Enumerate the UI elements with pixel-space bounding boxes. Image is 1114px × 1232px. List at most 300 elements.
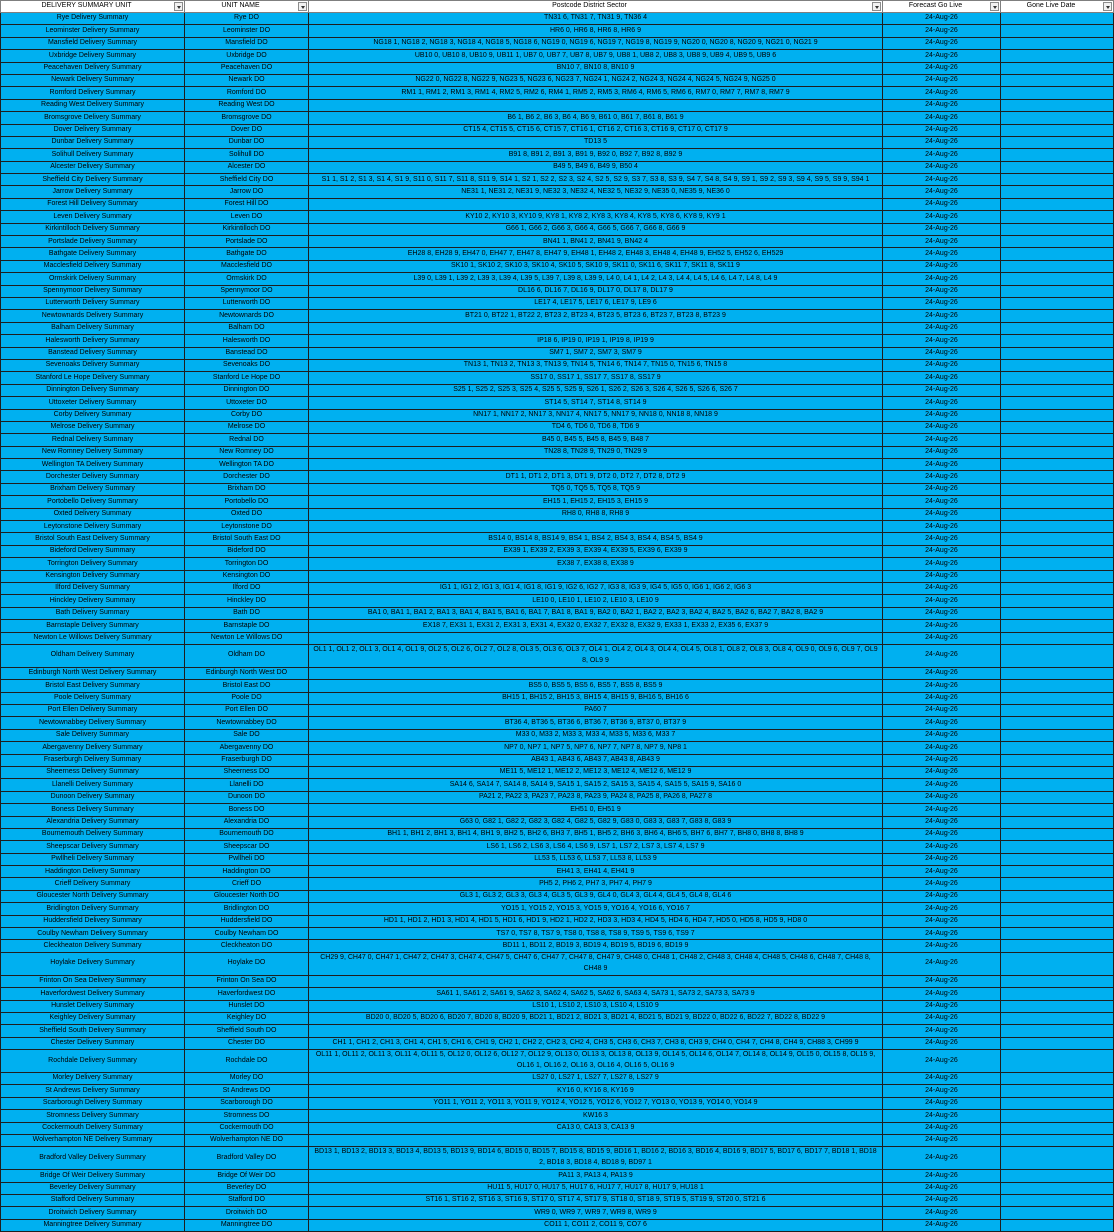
- unit-name-cell[interactable]: Edinburgh North West DO: [185, 667, 309, 679]
- forecast-go-live-cell[interactable]: 24-Aug-26: [883, 124, 1001, 136]
- forecast-go-live-cell[interactable]: 24-Aug-26: [883, 37, 1001, 49]
- summary-unit-cell[interactable]: Corby Delivery Summary: [1, 409, 185, 421]
- summary-unit-cell[interactable]: Leominster Delivery Summary: [1, 25, 185, 37]
- postcode-sectors-cell[interactable]: [309, 975, 883, 987]
- gone-live-date-cell[interactable]: [1001, 322, 1114, 334]
- forecast-go-live-cell[interactable]: 24-Aug-26: [883, 1207, 1001, 1219]
- gone-live-date-cell[interactable]: [1001, 149, 1114, 161]
- postcode-sectors-cell[interactable]: BD13 1, BD13 2, BD13 3, BD13 4, BD13 5, BD13 9, BD14 6, BD15 0, BD15 7, BD15 8, BD15 9, BD16 1, BD16 2, BD16 3, BD16 4, BD16 9, BD17 5, BD17 6, BD17 7, BD18 1, BD18 2, BD18 3, BD18 4, BD18 9, BD97 1: [309, 1147, 883, 1170]
- postcode-sectors-cell[interactable]: BH15 1, BH15 2, BH15 3, BH15 4, BH15 9, BH16 5, BH16 6: [309, 692, 883, 704]
- unit-name-cell[interactable]: Uttoxeter DO: [185, 397, 309, 409]
- summary-unit-cell[interactable]: Romford Delivery Summary: [1, 87, 185, 99]
- forecast-go-live-cell[interactable]: 24-Aug-26: [883, 558, 1001, 570]
- summary-unit-cell[interactable]: Leytonstone Delivery Summary: [1, 521, 185, 533]
- gone-live-date-cell[interactable]: [1001, 483, 1114, 495]
- postcode-sectors-cell[interactable]: TQ5 0, TQ5 5, TQ5 8, TQ5 9: [309, 483, 883, 495]
- unit-name-cell[interactable]: Rochdale DO: [185, 1050, 309, 1073]
- summary-unit-cell[interactable]: Abergavenny Delivery Summary: [1, 742, 185, 754]
- gone-live-date-cell[interactable]: [1001, 359, 1114, 371]
- postcode-sectors-cell[interactable]: LE10 0, LE10 1, LE10 2, LE10 3, LE10 9: [309, 595, 883, 607]
- summary-unit-cell[interactable]: Portslade Delivery Summary: [1, 236, 185, 248]
- forecast-go-live-cell[interactable]: 24-Aug-26: [883, 717, 1001, 729]
- forecast-go-live-cell[interactable]: 24-Aug-26: [883, 988, 1001, 1000]
- unit-name-cell[interactable]: Rednal DO: [185, 434, 309, 446]
- forecast-go-live-cell[interactable]: 24-Aug-26: [883, 545, 1001, 557]
- forecast-go-live-cell[interactable]: 24-Aug-26: [883, 1110, 1001, 1122]
- forecast-go-live-cell[interactable]: 24-Aug-26: [883, 1000, 1001, 1012]
- forecast-go-live-cell[interactable]: 24-Aug-26: [883, 273, 1001, 285]
- postcode-sectors-cell[interactable]: BN41 1, BN41 2, BN41 9, BN42 4: [309, 236, 883, 248]
- forecast-go-live-cell[interactable]: 24-Aug-26: [883, 25, 1001, 37]
- summary-unit-cell[interactable]: Poole Delivery Summary: [1, 692, 185, 704]
- postcode-sectors-cell[interactable]: SS17 0, SS17 1, SS17 7, SS17 8, SS17 9: [309, 372, 883, 384]
- unit-name-cell[interactable]: Port Ellen DO: [185, 705, 309, 717]
- postcode-sectors-cell[interactable]: S1 1, S1 2, S1 3, S1 4, S1 9, S11 0, S11 7, S11 8, S11 9, S14 1, S2 1, S2 2, S2 3, S2 4, S2 5, S2 9, S3 7, S3 8, S3 9, S4 7, S4 8, S4 9, S9 1, S9 2, S9 3, S9 4, S9 5, S9 9, S94 1: [309, 174, 883, 186]
- gone-live-date-cell[interactable]: [1001, 878, 1114, 890]
- postcode-sectors-cell[interactable]: S25 1, S25 2, S25 3, S25 4, S25 5, S25 9, S26 1, S26 2, S26 3, S26 4, S26 5, S26 6, S26 7: [309, 384, 883, 396]
- gone-live-date-cell[interactable]: [1001, 1219, 1114, 1231]
- forecast-go-live-cell[interactable]: 24-Aug-26: [883, 582, 1001, 594]
- postcode-sectors-cell[interactable]: DT1 1, DT1 2, DT1 3, DT1 9, DT2 0, DT2 7, DT2 8, DT2 9: [309, 471, 883, 483]
- postcode-sectors-cell[interactable]: PA60 7: [309, 705, 883, 717]
- gone-live-date-cell[interactable]: [1001, 1085, 1114, 1097]
- forecast-go-live-cell[interactable]: 24-Aug-26: [883, 87, 1001, 99]
- summary-unit-cell[interactable]: Llanelli Delivery Summary: [1, 779, 185, 791]
- summary-unit-cell[interactable]: Kensington Delivery Summary: [1, 570, 185, 582]
- summary-unit-cell[interactable]: Ormskirk Delivery Summary: [1, 273, 185, 285]
- forecast-go-live-cell[interactable]: 24-Aug-26: [883, 632, 1001, 644]
- gone-live-date-cell[interactable]: [1001, 384, 1114, 396]
- gone-live-date-cell[interactable]: [1001, 347, 1114, 359]
- unit-name-cell[interactable]: Llanelli DO: [185, 779, 309, 791]
- gone-live-date-cell[interactable]: [1001, 25, 1114, 37]
- summary-unit-cell[interactable]: Bournemouth Delivery Summary: [1, 828, 185, 840]
- unit-name-cell[interactable]: Mansfield DO: [185, 37, 309, 49]
- summary-unit-cell[interactable]: Rye Delivery Summary: [1, 13, 185, 25]
- summary-unit-cell[interactable]: Sheffield City Delivery Summary: [1, 174, 185, 186]
- summary-unit-cell[interactable]: Newtownards Delivery Summary: [1, 310, 185, 322]
- summary-unit-cell[interactable]: Reading West Delivery Summary: [1, 99, 185, 111]
- postcode-sectors-cell[interactable]: BD20 0, BD20 5, BD20 6, BD20 7, BD20 8, BD20 9, BD21 1, BD21 2, BD21 3, BD21 4, BD21 5, BD21 9, BD22 0, BD22 6, BD22 7, BD22 8, BD22 9: [309, 1012, 883, 1024]
- postcode-sectors-cell[interactable]: TN31 6, TN31 7, TN31 9, TN36 4: [309, 13, 883, 25]
- summary-unit-cell[interactable]: Jarrow Delivery Summary: [1, 186, 185, 198]
- gone-live-date-cell[interactable]: [1001, 446, 1114, 458]
- unit-name-cell[interactable]: Solihull DO: [185, 149, 309, 161]
- summary-unit-cell[interactable]: Fraserburgh Delivery Summary: [1, 754, 185, 766]
- unit-name-cell[interactable]: Alcester DO: [185, 161, 309, 173]
- postcode-sectors-cell[interactable]: [309, 1134, 883, 1146]
- postcode-sectors-cell[interactable]: B6 1, B6 2, B6 3, B6 4, B6 9, B61 0, B61 7, B61 8, B61 9: [309, 112, 883, 124]
- gone-live-date-cell[interactable]: [1001, 1207, 1114, 1219]
- postcode-sectors-cell[interactable]: EX39 1, EX39 2, EX39 3, EX39 4, EX39 5, EX39 6, EX39 9: [309, 545, 883, 557]
- postcode-sectors-cell[interactable]: KW16 3: [309, 1110, 883, 1122]
- postcode-sectors-cell[interactable]: ME11 5, ME12 1, ME12 2, ME12 3, ME12 4, ME12 6, ME12 9: [309, 766, 883, 778]
- postcode-sectors-cell[interactable]: DL16 6, DL16 7, DL16 9, DL17 0, DL17 8, DL17 9: [309, 285, 883, 297]
- postcode-sectors-cell[interactable]: BH1 1, BH1 2, BH1 3, BH1 4, BH1 9, BH2 5, BH2 6, BH3 7, BH5 1, BH5 2, BH6 3, BH6 4, BH6 5, BH7 6, BH7 7, BH8 0, BH8 8, BH8 9: [309, 828, 883, 840]
- summary-unit-cell[interactable]: Solihull Delivery Summary: [1, 149, 185, 161]
- unit-name-cell[interactable]: Oxted DO: [185, 508, 309, 520]
- postcode-sectors-cell[interactable]: CA13 0, CA13 3, CA13 9: [309, 1122, 883, 1134]
- postcode-sectors-cell[interactable]: [309, 459, 883, 471]
- gone-live-date-cell[interactable]: [1001, 421, 1114, 433]
- postcode-sectors-cell[interactable]: G63 0, G82 1, G82 2, G82 3, G82 4, G82 5, G82 9, G83 0, G83 3, G83 7, G83 8, G83 9: [309, 816, 883, 828]
- unit-name-cell[interactable]: Brixham DO: [185, 483, 309, 495]
- postcode-sectors-cell[interactable]: UB10 0, UB10 8, UB10 9, UB11 1, UB7 0, UB7 7, UB7 8, UB7 9, UB8 1, UB8 2, UB8 3, UB8 9, UB9 4, UB9 5, UB9 6: [309, 50, 883, 62]
- summary-unit-cell[interactable]: Frinton On Sea Delivery Summary: [1, 975, 185, 987]
- gone-live-date-cell[interactable]: [1001, 841, 1114, 853]
- gone-live-date-cell[interactable]: [1001, 779, 1114, 791]
- gone-live-date-cell[interactable]: [1001, 285, 1114, 297]
- postcode-sectors-cell[interactable]: PA11 3, PA13 4, PA13 9: [309, 1170, 883, 1182]
- postcode-sectors-cell[interactable]: EH28 8, EH28 9, EH47 0, EH47 7, EH47 8, EH47 9, EH48 1, EH48 2, EH48 3, EH48 4, EH48 9, EH52 5, EH52 6, EH529: [309, 248, 883, 260]
- gone-live-date-cell[interactable]: [1001, 335, 1114, 347]
- gone-live-date-cell[interactable]: [1001, 915, 1114, 927]
- gone-live-date-cell[interactable]: [1001, 273, 1114, 285]
- gone-live-date-cell[interactable]: [1001, 705, 1114, 717]
- postcode-sectors-cell[interactable]: BT21 0, BT22 1, BT22 2, BT23 2, BT23 4, BT23 5, BT23 6, BT23 7, BT23 8, BT23 9: [309, 310, 883, 322]
- gone-live-date-cell[interactable]: [1001, 903, 1114, 915]
- unit-name-cell[interactable]: Chester DO: [185, 1037, 309, 1049]
- summary-unit-cell[interactable]: Edinburgh North West Delivery Summary: [1, 667, 185, 679]
- col-delivery-summary-unit-header[interactable]: [1, 1, 185, 13]
- postcode-sectors-cell[interactable]: SK10 1, SK10 2, SK10 3, SK10 4, SK10 5, SK10 9, SK11 0, SK11 6, SK11 7, SK11 8, SK11 9: [309, 260, 883, 272]
- summary-unit-cell[interactable]: Dorchester Delivery Summary: [1, 471, 185, 483]
- gone-live-date-cell[interactable]: [1001, 198, 1114, 210]
- unit-name-cell[interactable]: Scarborough DO: [185, 1097, 309, 1109]
- summary-unit-cell[interactable]: Bridge Of Weir Delivery Summary: [1, 1170, 185, 1182]
- forecast-go-live-cell[interactable]: 24-Aug-26: [883, 149, 1001, 161]
- summary-unit-cell[interactable]: Alexandria Delivery Summary: [1, 816, 185, 828]
- unit-name-cell[interactable]: Beverley DO: [185, 1182, 309, 1194]
- gone-live-date-cell[interactable]: [1001, 816, 1114, 828]
- unit-name-cell[interactable]: Hoylake DO: [185, 952, 309, 975]
- postcode-sectors-cell[interactable]: KY10 2, KY10 3, KY10 9, KY8 1, KY8 2, KY8 3, KY8 4, KY8 5, KY8 6, KY8 9, KY9 1: [309, 211, 883, 223]
- forecast-go-live-cell[interactable]: 24-Aug-26: [883, 434, 1001, 446]
- col-postcode-district-sector-header[interactable]: [309, 1, 883, 13]
- summary-unit-cell[interactable]: Melrose Delivery Summary: [1, 421, 185, 433]
- forecast-go-live-cell[interactable]: 24-Aug-26: [883, 297, 1001, 309]
- forecast-go-live-cell[interactable]: 24-Aug-26: [883, 1219, 1001, 1231]
- postcode-sectors-cell[interactable]: RM1 1, RM1 2, RM1 3, RM1 4, RM2 5, RM2 6, RM4 1, RM5 2, RM5 3, RM6 4, RM6 5, RM6 6, RM7 0, RM7 7, RM7 8, RM7 9: [309, 87, 883, 99]
- forecast-go-live-cell[interactable]: 24-Aug-26: [883, 1025, 1001, 1037]
- forecast-go-live-cell[interactable]: 24-Aug-26: [883, 705, 1001, 717]
- summary-unit-cell[interactable]: Peacehaven Delivery Summary: [1, 62, 185, 74]
- postcode-sectors-cell[interactable]: LE17 4, LE17 5, LE17 6, LE17 9, LE9 6: [309, 297, 883, 309]
- summary-unit-cell[interactable]: Haverfordwest Delivery Summary: [1, 988, 185, 1000]
- forecast-go-live-cell[interactable]: 24-Aug-26: [883, 335, 1001, 347]
- gone-live-date-cell[interactable]: [1001, 928, 1114, 940]
- col-forecast-go-live-header[interactable]: [883, 1, 1001, 13]
- gone-live-date-cell[interactable]: [1001, 975, 1114, 987]
- summary-unit-cell[interactable]: Bridlington Delivery Summary: [1, 903, 185, 915]
- forecast-go-live-cell[interactable]: 24-Aug-26: [883, 1050, 1001, 1073]
- forecast-go-live-cell[interactable]: 24-Aug-26: [883, 397, 1001, 409]
- unit-name-cell[interactable]: New Romney DO: [185, 446, 309, 458]
- summary-unit-cell[interactable]: New Romney Delivery Summary: [1, 446, 185, 458]
- forecast-go-live-cell[interactable]: 24-Aug-26: [883, 595, 1001, 607]
- unit-name-cell[interactable]: Newtownards DO: [185, 310, 309, 322]
- unit-name-cell[interactable]: Oldham DO: [185, 644, 309, 667]
- unit-name-cell[interactable]: Morley DO: [185, 1072, 309, 1084]
- forecast-go-live-cell[interactable]: 24-Aug-26: [883, 186, 1001, 198]
- summary-unit-cell[interactable]: Boness Delivery Summary: [1, 804, 185, 816]
- postcode-sectors-cell[interactable]: YO15 1, YO15 2, YO15 3, YO15 9, YO16 4, YO16 6, YO16 7: [309, 903, 883, 915]
- summary-unit-cell[interactable]: Keighley Delivery Summary: [1, 1012, 185, 1024]
- summary-unit-cell[interactable]: Wellington TA Delivery Summary: [1, 459, 185, 471]
- gone-live-date-cell[interactable]: [1001, 1097, 1114, 1109]
- summary-unit-cell[interactable]: Chester Delivery Summary: [1, 1037, 185, 1049]
- unit-name-cell[interactable]: Bromsgrove DO: [185, 112, 309, 124]
- unit-name-cell[interactable]: Bath DO: [185, 607, 309, 619]
- summary-unit-cell[interactable]: Droitwich Delivery Summary: [1, 1207, 185, 1219]
- forecast-go-live-cell[interactable]: 24-Aug-26: [883, 248, 1001, 260]
- gone-live-date-cell[interactable]: [1001, 1170, 1114, 1182]
- postcode-sectors-cell[interactable]: TN13 1, TN13 2, TN13 3, TN13 9, TN14 5, TN14 6, TN14 7, TN15 0, TN15 6, TN15 8: [309, 359, 883, 371]
- postcode-sectors-cell[interactable]: [309, 667, 883, 679]
- gone-live-date-cell[interactable]: [1001, 236, 1114, 248]
- postcode-sectors-cell[interactable]: EX18 7, EX31 1, EX31 2, EX31 3, EX31 4, EX32 0, EX32 7, EX32 8, EX32 9, EX33 1, EX33 2, EX35 6, EX37 9: [309, 620, 883, 632]
- forecast-go-live-cell[interactable]: 24-Aug-26: [883, 853, 1001, 865]
- unit-name-cell[interactable]: Sheepscar DO: [185, 841, 309, 853]
- forecast-go-live-cell[interactable]: 24-Aug-26: [883, 136, 1001, 148]
- unit-name-cell[interactable]: Halesworth DO: [185, 335, 309, 347]
- postcode-sectors-cell[interactable]: ST16 1, ST16 2, ST16 3, ST16 9, ST17 0, ST17 4, ST17 9, ST18 0, ST18 9, ST19 5, ST19 9, ST20 0, ST21 6: [309, 1195, 883, 1207]
- filter-dropdown-icon[interactable]: [174, 2, 183, 11]
- postcode-sectors-cell[interactable]: [309, 1025, 883, 1037]
- gone-live-date-cell[interactable]: [1001, 74, 1114, 86]
- postcode-sectors-cell[interactable]: BD11 1, BD11 2, BD19 3, BD19 4, BD19 5, BD19 6, BD19 9: [309, 940, 883, 952]
- gone-live-date-cell[interactable]: [1001, 692, 1114, 704]
- postcode-sectors-cell[interactable]: BN10 7, BN10 8, BN10 9: [309, 62, 883, 74]
- postcode-sectors-cell[interactable]: BA1 0, BA1 1, BA1 2, BA1 3, BA1 4, BA1 5, BA1 6, BA1 7, BA1 8, BA1 9, BA2 0, BA2 1, BA2 2, BA2 3, BA2 4, BA2 5, BA2 6, BA2 7, BA2 8, BA2 9: [309, 607, 883, 619]
- forecast-go-live-cell[interactable]: 24-Aug-26: [883, 754, 1001, 766]
- postcode-sectors-cell[interactable]: B49 5, B49 6, B49 9, B50 4: [309, 161, 883, 173]
- gone-live-date-cell[interactable]: [1001, 1110, 1114, 1122]
- gone-live-date-cell[interactable]: [1001, 471, 1114, 483]
- forecast-go-live-cell[interactable]: 24-Aug-26: [883, 521, 1001, 533]
- unit-name-cell[interactable]: Sheffield South DO: [185, 1025, 309, 1037]
- gone-live-date-cell[interactable]: [1001, 680, 1114, 692]
- unit-name-cell[interactable]: Spennymoor DO: [185, 285, 309, 297]
- postcode-sectors-cell[interactable]: NP7 0, NP7 1, NP7 5, NP7 6, NP7 7, NP7 8, NP7 9, NP8 1: [309, 742, 883, 754]
- unit-name-cell[interactable]: Ilford DO: [185, 582, 309, 594]
- forecast-go-live-cell[interactable]: 24-Aug-26: [883, 620, 1001, 632]
- summary-unit-cell[interactable]: Port Ellen Delivery Summary: [1, 705, 185, 717]
- postcode-sectors-cell[interactable]: B45 0, B45 5, B45 8, B45 9, B48 7: [309, 434, 883, 446]
- postcode-sectors-cell[interactable]: TS7 0, TS7 8, TS7 9, TS8 0, TS8 8, TS8 9, TS9 5, TS9 6, TS9 7: [309, 928, 883, 940]
- postcode-sectors-cell[interactable]: OL11 1, OL11 2, OL11 3, OL11 4, OL11 5, OL12 0, OL12 6, OL12 7, OL12 9, OL13 0, OL13 3, OL13 8, OL13 9, OL14 5, OL14 6, OL14 7, OL14 8, OL14 9, OL15 0, OL15 8, OL15 9, OL16 1, OL16 2, OL16 3, OL16 4, OL16 5, OL16 9: [309, 1050, 883, 1073]
- unit-name-cell[interactable]: Bristol East DO: [185, 680, 309, 692]
- postcode-sectors-cell[interactable]: [309, 632, 883, 644]
- summary-unit-cell[interactable]: Torrington Delivery Summary: [1, 558, 185, 570]
- unit-name-cell[interactable]: Reading West DO: [185, 99, 309, 111]
- summary-unit-cell[interactable]: Leven Delivery Summary: [1, 211, 185, 223]
- unit-name-cell[interactable]: Portslade DO: [185, 236, 309, 248]
- forecast-go-live-cell[interactable]: 24-Aug-26: [883, 680, 1001, 692]
- forecast-go-live-cell[interactable]: 24-Aug-26: [883, 1097, 1001, 1109]
- gone-live-date-cell[interactable]: [1001, 828, 1114, 840]
- forecast-go-live-cell[interactable]: 24-Aug-26: [883, 1072, 1001, 1084]
- unit-name-cell[interactable]: Rye DO: [185, 13, 309, 25]
- postcode-sectors-cell[interactable]: M33 0, M33 2, M33 3, M33 4, M33 5, M33 6, M33 7: [309, 729, 883, 741]
- col-unit-name-header[interactable]: [185, 1, 309, 13]
- forecast-go-live-cell[interactable]: 24-Aug-26: [883, 742, 1001, 754]
- gone-live-date-cell[interactable]: [1001, 988, 1114, 1000]
- summary-unit-cell[interactable]: Rednal Delivery Summary: [1, 434, 185, 446]
- forecast-go-live-cell[interactable]: 24-Aug-26: [883, 322, 1001, 334]
- unit-name-cell[interactable]: Romford DO: [185, 87, 309, 99]
- gone-live-date-cell[interactable]: [1001, 99, 1114, 111]
- gone-live-date-cell[interactable]: [1001, 1000, 1114, 1012]
- summary-unit-cell[interactable]: Sheepscar Delivery Summary: [1, 841, 185, 853]
- gone-live-date-cell[interactable]: [1001, 1037, 1114, 1049]
- summary-unit-cell[interactable]: Huddersfield Delivery Summary: [1, 915, 185, 927]
- unit-name-cell[interactable]: Hinckley DO: [185, 595, 309, 607]
- postcode-sectors-cell[interactable]: RH8 0, RH8 8, RH8 9: [309, 508, 883, 520]
- unit-name-cell[interactable]: Bournemouth DO: [185, 828, 309, 840]
- forecast-go-live-cell[interactable]: 24-Aug-26: [883, 223, 1001, 235]
- postcode-sectors-cell[interactable]: IG1 1, IG1 2, IG1 3, IG1 4, IG1 8, IG1 9, IG2 6, IG2 7, IG3 8, IG3 9, IG4 5, IG5 0, IG6 1, IG6 2, IG6 3: [309, 582, 883, 594]
- gone-live-date-cell[interactable]: [1001, 1195, 1114, 1207]
- gone-live-date-cell[interactable]: [1001, 582, 1114, 594]
- unit-name-cell[interactable]: Leytonstone DO: [185, 521, 309, 533]
- unit-name-cell[interactable]: Ormskirk DO: [185, 273, 309, 285]
- unit-name-cell[interactable]: Lutterworth DO: [185, 297, 309, 309]
- forecast-go-live-cell[interactable]: 24-Aug-26: [883, 483, 1001, 495]
- forecast-go-live-cell[interactable]: 24-Aug-26: [883, 1012, 1001, 1024]
- gone-live-date-cell[interactable]: [1001, 409, 1114, 421]
- gone-live-date-cell[interactable]: [1001, 13, 1114, 25]
- gone-live-date-cell[interactable]: [1001, 223, 1114, 235]
- gone-live-date-cell[interactable]: [1001, 521, 1114, 533]
- postcode-sectors-cell[interactable]: CT15 4, CT15 5, CT15 6, CT15 7, CT16 1, CT16 2, CT16 3, CT16 9, CT17 0, CT17 9: [309, 124, 883, 136]
- forecast-go-live-cell[interactable]: 24-Aug-26: [883, 421, 1001, 433]
- gone-live-date-cell[interactable]: [1001, 533, 1114, 545]
- forecast-go-live-cell[interactable]: 24-Aug-26: [883, 409, 1001, 421]
- unit-name-cell[interactable]: Cockermouth DO: [185, 1122, 309, 1134]
- postcode-sectors-cell[interactable]: B91 8, B91 2, B91 3, B91 9, B92 0, B92 7, B92 8, B92 9: [309, 149, 883, 161]
- forecast-go-live-cell[interactable]: 24-Aug-26: [883, 791, 1001, 803]
- summary-unit-cell[interactable]: Sheerness Delivery Summary: [1, 766, 185, 778]
- forecast-go-live-cell[interactable]: 24-Aug-26: [883, 940, 1001, 952]
- gone-live-date-cell[interactable]: [1001, 595, 1114, 607]
- gone-live-date-cell[interactable]: [1001, 50, 1114, 62]
- summary-unit-cell[interactable]: Newtownabbey Delivery Summary: [1, 717, 185, 729]
- forecast-go-live-cell[interactable]: 24-Aug-26: [883, 1134, 1001, 1146]
- unit-name-cell[interactable]: Dunoon DO: [185, 791, 309, 803]
- summary-unit-cell[interactable]: Dunbar Delivery Summary: [1, 136, 185, 148]
- unit-name-cell[interactable]: Dorchester DO: [185, 471, 309, 483]
- unit-name-cell[interactable]: Keighley DO: [185, 1012, 309, 1024]
- gone-live-date-cell[interactable]: [1001, 372, 1114, 384]
- summary-unit-cell[interactable]: Alcester Delivery Summary: [1, 161, 185, 173]
- gone-live-date-cell[interactable]: [1001, 729, 1114, 741]
- summary-unit-cell[interactable]: Beverley Delivery Summary: [1, 1182, 185, 1194]
- postcode-sectors-cell[interactable]: EH51 0, EH51 9: [309, 804, 883, 816]
- postcode-sectors-cell[interactable]: HD1 1, HD1 2, HD1 3, HD1 4, HD1 5, HD1 6, HD1 9, HD2 1, HD2 2, HD3 3, HD3 4, HD4 5, HD4 6, HD4 7, HD5 0, HD5 8, HD5 9, HD8 0: [309, 915, 883, 927]
- postcode-sectors-cell[interactable]: EH41 3, EH41 4, EH41 9: [309, 866, 883, 878]
- forecast-go-live-cell[interactable]: 24-Aug-26: [883, 1122, 1001, 1134]
- postcode-sectors-cell[interactable]: PH5 2, PH6 2, PH7 3, PH7 4, PH7 9: [309, 878, 883, 890]
- forecast-go-live-cell[interactable]: 24-Aug-26: [883, 928, 1001, 940]
- forecast-go-live-cell[interactable]: 24-Aug-26: [883, 841, 1001, 853]
- postcode-sectors-cell[interactable]: LS27 0, LS27 1, LS27 7, LS27 8, LS27 9: [309, 1072, 883, 1084]
- summary-unit-cell[interactable]: Bideford Delivery Summary: [1, 545, 185, 557]
- postcode-sectors-cell[interactable]: NN17 1, NN17 2, NN17 3, NN17 4, NN17 5, NN17 9, NN18 0, NN18 8, NN18 9: [309, 409, 883, 421]
- forecast-go-live-cell[interactable]: 24-Aug-26: [883, 667, 1001, 679]
- unit-name-cell[interactable]: Leven DO: [185, 211, 309, 223]
- unit-name-cell[interactable]: Wellington TA DO: [185, 459, 309, 471]
- gone-live-date-cell[interactable]: [1001, 644, 1114, 667]
- postcode-sectors-cell[interactable]: NG22 0, NG22 8, NG22 9, NG23 5, NG23 6, NG23 7, NG24 1, NG24 2, NG24 3, NG24 4, NG24 5, NG24 9, NG25 0: [309, 74, 883, 86]
- postcode-sectors-cell[interactable]: AB43 1, AB43 6, AB43 7, AB43 8, AB43 9: [309, 754, 883, 766]
- summary-unit-cell[interactable]: Dover Delivery Summary: [1, 124, 185, 136]
- unit-name-cell[interactable]: Newark DO: [185, 74, 309, 86]
- postcode-sectors-cell[interactable]: [309, 99, 883, 111]
- gone-live-date-cell[interactable]: [1001, 1072, 1114, 1084]
- postcode-sectors-cell[interactable]: [309, 521, 883, 533]
- postcode-sectors-cell[interactable]: TN28 8, TN28 9, TN29 0, TN29 9: [309, 446, 883, 458]
- unit-name-cell[interactable]: Sale DO: [185, 729, 309, 741]
- gone-live-date-cell[interactable]: [1001, 890, 1114, 902]
- gone-live-date-cell[interactable]: [1001, 632, 1114, 644]
- forecast-go-live-cell[interactable]: 24-Aug-26: [883, 236, 1001, 248]
- postcode-sectors-cell[interactable]: OL1 1, OL1 2, OL1 3, OL1 4, OL1 9, OL2 5, OL2 6, OL2 7, OL2 8, OL3 5, OL3 6, OL3 7, OL4 1, OL4 2, OL4 3, OL4 4, OL4 5, OL8 1, OL8 2, OL8 3, OL8 4, OL9 0, OL9 6, OL9 7, OL9 8, OL9 9: [309, 644, 883, 667]
- summary-unit-cell[interactable]: Forest Hill Delivery Summary: [1, 198, 185, 210]
- postcode-sectors-cell[interactable]: NG18 1, NG18 2, NG18 3, NG18 4, NG18 5, NG18 6, NG19 0, NG19 6, NG19 7, NG19 8, NG19 9, NG20 0, NG20 8, NG20 9, NG21 0, NG21 9: [309, 37, 883, 49]
- gone-live-date-cell[interactable]: [1001, 1050, 1114, 1073]
- summary-unit-cell[interactable]: Cockermouth Delivery Summary: [1, 1122, 185, 1134]
- unit-name-cell[interactable]: Bridlington DO: [185, 903, 309, 915]
- postcode-sectors-cell[interactable]: SA61 1, SA61 2, SA61 9, SA62 3, SA62 4, SA62 5, SA62 6, SA63 4, SA73 1, SA73 2, SA73 3, SA73 9: [309, 988, 883, 1000]
- forecast-go-live-cell[interactable]: 24-Aug-26: [883, 459, 1001, 471]
- gone-live-date-cell[interactable]: [1001, 62, 1114, 74]
- gone-live-date-cell[interactable]: [1001, 717, 1114, 729]
- unit-name-cell[interactable]: Fraserburgh DO: [185, 754, 309, 766]
- forecast-go-live-cell[interactable]: 24-Aug-26: [883, 372, 1001, 384]
- summary-unit-cell[interactable]: Newark Delivery Summary: [1, 74, 185, 86]
- forecast-go-live-cell[interactable]: 24-Aug-26: [883, 1195, 1001, 1207]
- forecast-go-live-cell[interactable]: 24-Aug-26: [883, 310, 1001, 322]
- unit-name-cell[interactable]: Boness DO: [185, 804, 309, 816]
- forecast-go-live-cell[interactable]: 24-Aug-26: [883, 903, 1001, 915]
- summary-unit-cell[interactable]: Sevenoaks Delivery Summary: [1, 359, 185, 371]
- unit-name-cell[interactable]: Uxbridge DO: [185, 50, 309, 62]
- unit-name-cell[interactable]: Frinton On Sea DO: [185, 975, 309, 987]
- forecast-go-live-cell[interactable]: 24-Aug-26: [883, 766, 1001, 778]
- summary-unit-cell[interactable]: Bathgate Delivery Summary: [1, 248, 185, 260]
- forecast-go-live-cell[interactable]: 24-Aug-26: [883, 816, 1001, 828]
- summary-unit-cell[interactable]: Macclesfield Delivery Summary: [1, 260, 185, 272]
- gone-live-date-cell[interactable]: [1001, 570, 1114, 582]
- gone-live-date-cell[interactable]: [1001, 545, 1114, 557]
- postcode-sectors-cell[interactable]: WR9 0, WR9 7, WR9 7, WR9 8, WR9 9: [309, 1207, 883, 1219]
- postcode-sectors-cell[interactable]: EX38 7, EX38 8, EX38 9: [309, 558, 883, 570]
- postcode-sectors-cell[interactable]: IP18 6, IP19 0, IP19 1, IP19 8, IP19 9: [309, 335, 883, 347]
- unit-name-cell[interactable]: Bridge Of Weir DO: [185, 1170, 309, 1182]
- summary-unit-cell[interactable]: Stanford Le Hope Delivery Summary: [1, 372, 185, 384]
- unit-name-cell[interactable]: Haddington DO: [185, 866, 309, 878]
- gone-live-date-cell[interactable]: [1001, 1147, 1114, 1170]
- summary-unit-cell[interactable]: St Andrews Delivery Summary: [1, 1085, 185, 1097]
- summary-unit-cell[interactable]: Haddington Delivery Summary: [1, 866, 185, 878]
- summary-unit-cell[interactable]: Oxted Delivery Summary: [1, 508, 185, 520]
- summary-unit-cell[interactable]: Cleckheaton Delivery Summary: [1, 940, 185, 952]
- unit-name-cell[interactable]: Haverfordwest DO: [185, 988, 309, 1000]
- postcode-sectors-cell[interactable]: HU11 5, HU17 0, HU17 5, HU17 6, HU17 7, HU17 8, HU17 9, HU18 1: [309, 1182, 883, 1194]
- postcode-sectors-cell[interactable]: L39 0, L39 1, L39 2, L39 3, L39 4, L39 5, L39 7, L39 8, L39 9, L4 0, L4 1, L4 2, L4 3, L4 4, L4 5, L4 6, L4 7, L4 8, L4 9: [309, 273, 883, 285]
- postcode-sectors-cell[interactable]: CH1 1, CH1 2, CH1 3, CH1 4, CH1 5, CH1 6, CH1 9, CH2 1, CH2 2, CH2 3, CH2 4, CH3 5, CH3 6, CH3 7, CH3 8, CH3 9, CH4 0, CH4 7, CH4 8, CH4 9, CH88 3, CH99 9: [309, 1037, 883, 1049]
